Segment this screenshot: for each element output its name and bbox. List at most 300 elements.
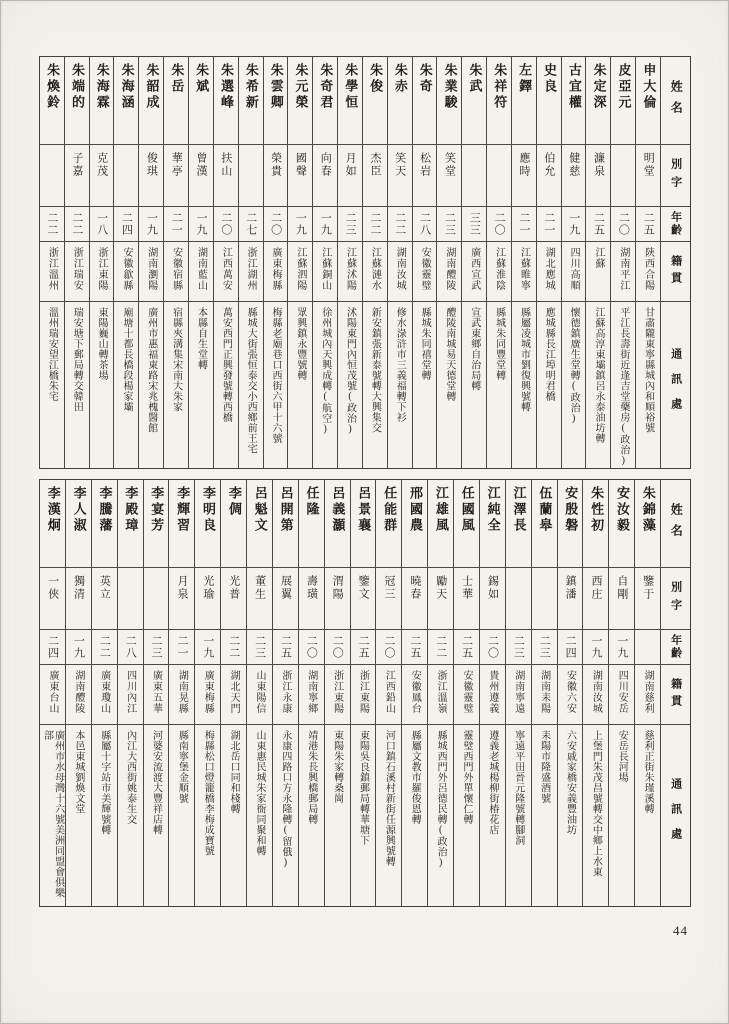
header-name-label [661, 480, 690, 568]
age-text: 二八 [124, 635, 137, 659]
age-text: 二四 [46, 635, 59, 659]
addr-text: 溫州瑞安望江橋朱宅 [46, 307, 58, 402]
person-column [163, 57, 188, 468]
age-cell [428, 630, 453, 665]
name-cell [586, 57, 610, 145]
name-cell [454, 480, 479, 568]
addr-text: 平江長壽街近逢吉堂藥房(政治) [617, 307, 629, 467]
name-cell [558, 480, 583, 568]
name-text: 李殿璋 [123, 486, 139, 534]
origin-text: 安徽歙縣 [120, 247, 132, 291]
age-cell [40, 630, 65, 665]
addr-text: 上堡門朱茂昌號轉交中鄉上水東 [590, 730, 602, 877]
addr-text: 修水淥浒市三義福轉下衫 [394, 307, 406, 423]
origin-cell [164, 242, 188, 302]
origin-cell [299, 665, 324, 725]
name-cell [239, 57, 263, 145]
zi-text: 一俠 [46, 575, 59, 601]
origin-cell [90, 242, 114, 302]
addr-cell [609, 725, 634, 906]
name-cell [90, 57, 114, 145]
zi-cell [114, 145, 138, 207]
zi-text: 勵天 [434, 575, 447, 601]
origin-cell [214, 242, 238, 302]
addr-cell [562, 302, 586, 468]
origin-text: 山東陽信 [254, 670, 266, 714]
name-text: 朱煥鈴 [45, 63, 61, 111]
person-column [610, 57, 635, 468]
origin-cell [239, 242, 263, 302]
person-column [436, 57, 461, 468]
person-column [479, 480, 505, 906]
addr-text: 東陽朱家轉桑崗 [331, 730, 343, 804]
addr-cell [428, 725, 453, 906]
addr-text: 萬安西門正興發號轉西橋 [220, 307, 232, 423]
origin-cell [363, 242, 387, 302]
origin-cell [351, 665, 376, 725]
addr-cell [363, 302, 387, 468]
origin-cell [288, 242, 312, 302]
age-cell [635, 630, 660, 665]
addr-cell [247, 725, 272, 906]
zi-cell [537, 145, 561, 207]
name-text: 朱學恒 [343, 63, 359, 111]
name-text: 李輝習 [175, 486, 191, 534]
header-origin-text: 籍貫 [669, 254, 682, 289]
origin-text: 廣東梅縣 [202, 670, 214, 714]
age-cell [299, 630, 324, 665]
person-column [113, 57, 138, 468]
header-zi-text: 別字 [669, 580, 682, 617]
person-column [536, 57, 561, 468]
age-text: 二一 [175, 635, 188, 659]
zi-cell [437, 145, 461, 207]
zi-text: 國聲 [294, 152, 307, 178]
name-cell [636, 57, 660, 145]
zi-cell [611, 145, 635, 207]
zi-cell [428, 568, 453, 630]
zi-cell [169, 568, 194, 630]
age-text: 二二 [393, 212, 406, 236]
age-cell [195, 630, 220, 665]
addr-text: 廣州市水母灣十六號美洲同盟會俱樂部 [41, 730, 64, 898]
zi-cell [506, 568, 531, 630]
addr-text: 本邑東城劉煥文堂 [72, 730, 84, 814]
age-cell [264, 207, 288, 242]
addr-cell [273, 725, 298, 906]
origin-text: 湖南寧鄉 [305, 670, 317, 714]
age-text: 二三 [538, 635, 551, 659]
header-age-text: 年齡 [669, 211, 682, 237]
origin-cell [586, 242, 610, 302]
zi-text: 光普 [227, 575, 240, 601]
age-text: 二四 [564, 635, 577, 659]
zi-cell [586, 145, 610, 207]
name-cell [506, 480, 531, 568]
name-cell [537, 57, 561, 145]
zi-text: 鑒文 [357, 575, 370, 601]
addr-text: 甘肅隴東寧縣城內和順裕號 [642, 307, 654, 433]
header-age-text: 年齡 [669, 634, 682, 660]
age-cell [66, 630, 91, 665]
zi-cell [462, 145, 486, 207]
age-cell [413, 207, 437, 242]
age-text: 二〇 [305, 635, 318, 659]
person-column [453, 480, 479, 906]
origin-cell [558, 665, 583, 725]
header-name-text: 姓名 [669, 502, 684, 545]
addr-cell [264, 302, 288, 468]
age-cell [376, 630, 401, 665]
zi-cell [221, 568, 246, 630]
origin-text: 湖南汝城 [590, 670, 602, 714]
origin-cell [506, 665, 531, 725]
zi-cell [214, 145, 238, 207]
zi-cell [273, 568, 298, 630]
addr-cell [506, 725, 531, 906]
zi-text: 鎮潘 [564, 575, 577, 601]
age-cell [363, 207, 387, 242]
zi-cell [239, 145, 263, 207]
addr-cell [512, 302, 536, 468]
addr-text: 內江大西街姚泰生交 [124, 730, 136, 825]
age-cell [562, 207, 586, 242]
age-cell [351, 630, 376, 665]
age-text: 二二 [368, 212, 381, 236]
person-column [168, 480, 194, 906]
age-text: 一九 [567, 212, 580, 236]
name-text: 安殷磐 [563, 486, 579, 534]
origin-cell [388, 242, 412, 302]
origin-text: 四川內江 [124, 670, 136, 714]
age-text: 二五 [408, 635, 421, 659]
origin-text: 湖南平江 [617, 247, 629, 291]
zi-cell [480, 568, 505, 630]
name-cell [144, 480, 169, 568]
name-text: 安汝毅 [614, 486, 630, 534]
name-cell [288, 57, 312, 145]
name-cell [376, 480, 401, 568]
origin-cell [512, 242, 536, 302]
age-text: 一九 [195, 212, 208, 236]
person-column [511, 57, 536, 468]
origin-text: 江蘇睢寧 [518, 247, 530, 291]
name-text: 朱希新 [243, 63, 259, 111]
age-text: 二三 [344, 212, 357, 236]
addr-text: 江蘇高淳東壩鎮呂永泰油坊轉 [592, 307, 604, 444]
age-cell [164, 207, 188, 242]
origin-text: 湖北應城 [543, 247, 555, 291]
name-text: 呂義灝 [330, 486, 346, 534]
zi-cell [583, 568, 608, 630]
origin-text: 廣東瓊山 [98, 670, 110, 714]
name-text: 李人淑 [71, 486, 87, 534]
person-column [64, 57, 89, 468]
name-text: 左鐸 [517, 63, 533, 95]
zi-cell [195, 568, 220, 630]
person-column [634, 480, 660, 906]
addr-cell [583, 725, 608, 906]
addr-text: 縣城朱同禧堂轉 [419, 307, 431, 381]
origin-cell [313, 242, 337, 302]
zi-text: 俊琪 [145, 152, 158, 178]
name-text: 李宴芳 [149, 486, 165, 534]
zi-text: 渭陽 [331, 575, 344, 601]
header-age-label [661, 630, 690, 665]
age-text: 一九 [72, 635, 85, 659]
addr-text: 沭陽東門內恒茂號(政治) [344, 307, 356, 435]
addr-cell [40, 302, 64, 468]
addr-text: 湖北岳口同和棧轉 [228, 730, 240, 814]
name-cell [583, 480, 608, 568]
addr-text: 慈利正街朱瑾溪轉 [642, 730, 654, 814]
header-origin-label [661, 665, 690, 725]
name-text: 朱俊 [368, 63, 384, 95]
addr-text: 眾興鎮永豐號轉 [294, 307, 306, 381]
origin-text: 湖南汝城 [394, 247, 406, 291]
origin-text: 浙江東陽 [331, 670, 343, 714]
person-column [362, 57, 387, 468]
zi-cell [118, 568, 143, 630]
origin-cell [338, 242, 362, 302]
age-cell [139, 207, 163, 242]
addr-text: 縣城大街張恒泰交小西鄉前王宅 [245, 307, 257, 454]
age-text: 二三 [150, 635, 163, 659]
zi-text: 向春 [319, 152, 332, 178]
origin-cell [92, 665, 117, 725]
name-cell [402, 480, 427, 568]
name-cell [480, 480, 505, 568]
zi-text: 鑒于 [641, 575, 654, 601]
age-cell [65, 207, 89, 242]
age-text: 二八 [418, 212, 431, 236]
origin-cell [189, 242, 213, 302]
zi-text: 英立 [98, 575, 111, 601]
addr-text: 縣南寧堡金順號 [176, 730, 188, 804]
age-cell [487, 207, 511, 242]
name-text: 江純全 [485, 486, 501, 534]
zi-cell [487, 145, 511, 207]
origin-text: 浙江溫州 [46, 247, 58, 291]
origin-cell [635, 665, 660, 725]
origin-text: 湖南晃縣 [176, 670, 188, 714]
age-text: 二三 [512, 635, 525, 659]
addr-cell [239, 302, 263, 468]
zi-text: 光瑜 [201, 575, 214, 601]
origin-cell [487, 242, 511, 302]
addr-text: 醴陵南城易天德堂轉 [443, 307, 455, 402]
person-column [401, 480, 427, 906]
addr-text: 徐州城內天興成轉(航空) [319, 307, 331, 435]
origin-text: 廣東台山 [47, 670, 59, 714]
name-text: 任隆 [304, 486, 320, 518]
person-column [608, 480, 634, 906]
addr-cell [437, 302, 461, 468]
age-cell [480, 630, 505, 665]
zi-cell [247, 568, 272, 630]
zi-cell [288, 145, 312, 207]
zi-cell [338, 145, 362, 207]
addr-cell [586, 302, 610, 468]
name-text: 任能群 [382, 486, 398, 534]
person-column [91, 480, 117, 906]
origin-text: 安徽六安 [564, 670, 576, 714]
addr-text: 河婆安流渡大豐祥店轉 [150, 730, 162, 835]
age-cell [239, 207, 263, 242]
person-column [461, 57, 486, 468]
name-text: 任國風 [459, 486, 475, 534]
person-column [582, 480, 608, 906]
origin-cell [428, 665, 453, 725]
person-column [387, 57, 412, 468]
name-text: 朱奇 [417, 63, 433, 95]
name-cell [512, 57, 536, 145]
origin-cell [325, 665, 350, 725]
age-text: 二〇 [219, 212, 232, 236]
origin-text: 湖南耒陽 [538, 670, 550, 714]
name-text: 朱雲卿 [268, 63, 284, 111]
age-text: 二一 [518, 212, 531, 236]
origin-text: 湖南醴陵 [72, 670, 84, 714]
zi-text: 月泉 [175, 575, 188, 601]
age-text: 二四 [120, 212, 133, 236]
addr-text: 寧遠平田晉元隆號轉腳洞 [512, 730, 524, 846]
age-text: 一九 [294, 212, 307, 236]
age-text: 二五 [279, 635, 292, 659]
origin-cell [221, 665, 246, 725]
age-cell [214, 207, 238, 242]
person-column [188, 57, 213, 468]
name-text: 朱斌 [194, 63, 210, 95]
person-column [561, 57, 586, 468]
name-cell [164, 57, 188, 145]
zi-cell [299, 568, 324, 630]
zi-text: 笑堂 [443, 152, 456, 178]
addr-cell [402, 725, 427, 906]
header-column [660, 480, 690, 906]
person-column [635, 57, 660, 468]
origin-text: 安徽靈璧 [419, 247, 431, 291]
zi-cell [454, 568, 479, 630]
name-cell [139, 57, 163, 145]
zi-text: 自剛 [615, 575, 628, 601]
zi-cell [512, 145, 536, 207]
age-cell [454, 630, 479, 665]
name-cell [325, 480, 350, 568]
origin-text: 湖南寧遠 [512, 670, 524, 714]
person-column [312, 57, 337, 468]
person-column [287, 57, 312, 468]
name-cell [351, 480, 376, 568]
person-column [194, 480, 220, 906]
name-text: 朱性初 [589, 486, 605, 534]
origin-text: 江蘇銅山 [319, 247, 331, 291]
age-cell [118, 630, 143, 665]
zi-text: 冠三 [382, 575, 395, 601]
zi-cell [351, 568, 376, 630]
addr-cell [214, 302, 238, 468]
zi-text: 榮貴 [269, 152, 282, 178]
zi-cell [40, 568, 65, 630]
addr-cell [532, 725, 557, 906]
zi-cell [92, 568, 117, 630]
addr-cell [189, 302, 213, 468]
name-cell [562, 57, 586, 145]
addr-cell [413, 302, 437, 468]
age-text: 二〇 [617, 212, 630, 236]
name-text: 李騰藩 [97, 486, 113, 534]
name-text: 朱祥符 [492, 63, 508, 111]
zi-cell [363, 145, 387, 207]
origin-cell [273, 665, 298, 725]
person-column [89, 57, 114, 468]
age-text: 二五 [460, 635, 473, 659]
origin-cell [532, 665, 557, 725]
origin-cell [583, 665, 608, 725]
origin-cell [114, 242, 138, 302]
addr-text: 耒陽市隆盛酒號 [538, 730, 550, 804]
directory-table-top [39, 56, 691, 469]
origin-cell [40, 242, 64, 302]
person-column [117, 480, 143, 906]
name-cell [487, 57, 511, 145]
name-cell [247, 480, 272, 568]
age-cell [388, 207, 412, 242]
name-text: 朱海涵 [119, 63, 135, 111]
person-column [531, 480, 557, 906]
zi-cell [402, 568, 427, 630]
age-text: 二〇 [486, 635, 499, 659]
person-column [557, 480, 583, 906]
origin-text: 浙江東陽 [357, 670, 369, 714]
header-origin-label [661, 242, 690, 302]
age-text: 一九 [615, 635, 628, 659]
age-text: 二五 [642, 212, 655, 236]
addr-cell [114, 302, 138, 468]
header-name-text: 姓名 [669, 79, 684, 122]
addr-cell [462, 302, 486, 468]
origin-text: 四川高順 [568, 247, 580, 291]
origin-cell [139, 242, 163, 302]
zi-text: 獨清 [72, 575, 85, 601]
age-text: 二七 [244, 212, 257, 236]
name-cell [195, 480, 220, 568]
addr-text: 新安鎮張新泰號轉大興集交 [369, 307, 381, 433]
addr-cell [90, 302, 114, 468]
origin-cell [264, 242, 288, 302]
addr-cell [338, 302, 362, 468]
zi-cell [139, 145, 163, 207]
origin-text: 廣東梅縣 [270, 247, 282, 291]
name-cell [65, 57, 89, 145]
name-text: 伍蘭皋 [537, 486, 553, 534]
zi-text: 曾漢 [195, 152, 208, 178]
addr-cell [558, 725, 583, 906]
person-column [40, 57, 64, 468]
addr-cell [66, 725, 91, 906]
origin-cell [437, 242, 461, 302]
age-cell [169, 630, 194, 665]
origin-text: 浙江東陽 [96, 247, 108, 291]
origin-text: 安徽鳳台 [409, 670, 421, 714]
zi-cell [609, 568, 634, 630]
header-addr-text: 通訊處 [669, 778, 682, 853]
zi-cell [562, 145, 586, 207]
name-text: 朱武 [467, 63, 483, 95]
person-column [350, 480, 376, 906]
header-addr-text: 通訊處 [669, 347, 682, 423]
name-cell [462, 57, 486, 145]
